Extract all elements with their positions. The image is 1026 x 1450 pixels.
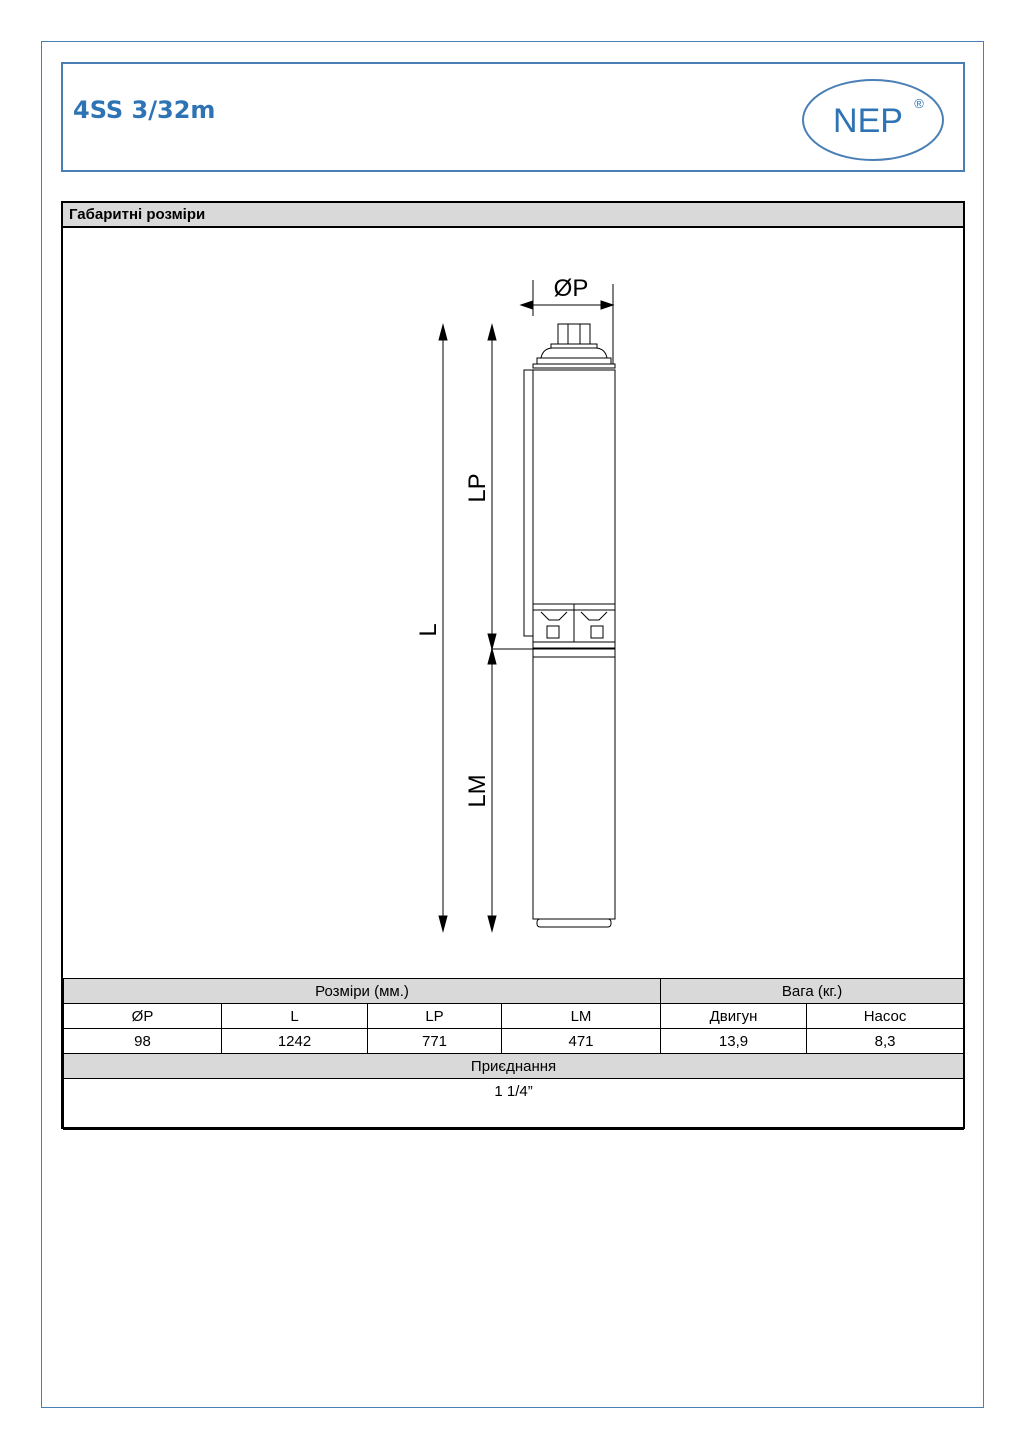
motor-length-arrow-top [488,649,496,664]
column-header: Насос [807,1004,964,1029]
section-title: Габаритні розміри [63,203,963,228]
motor-length-arrow-bottom [488,916,496,931]
pump-length-arrow-bottom [488,634,496,649]
column-header: LP [368,1004,502,1029]
table-group-row [64,979,964,1004]
total-length-label: L [415,623,442,637]
table-cell: 8,3 [807,1029,964,1054]
pump-drawing [63,228,963,978]
nep-logo [801,76,947,162]
pump-length-arrow-top [488,325,496,340]
table-cell: 471 [502,1029,661,1054]
pump-head [541,348,607,358]
motor-base [537,919,611,927]
connection-value-row [64,1079,964,1130]
diameter-label: ØP [553,275,589,302]
column-header: Двигун [661,1004,807,1029]
connection-value: 1 1/4” [64,1079,964,1130]
logo-registered-mark: ® [914,96,924,111]
weight-group-header: Вага (кг.) [661,979,964,1004]
dimensions-group-header: Розміри (мм.) [64,979,661,1004]
column-header: L [222,1004,368,1029]
header-box [61,62,965,172]
table-row [64,1029,964,1054]
table-cell: 98 [64,1029,222,1054]
cable-guard [524,370,533,636]
discharge-outlet [558,324,590,344]
connection-label: Приєднання [64,1054,964,1079]
column-header: ØP [64,1004,222,1029]
logo-text: NEP [833,102,903,140]
page-title: 4SS 3/32m [73,96,216,124]
specs-table [63,978,964,1130]
diameter-arrow-right [601,301,613,309]
dimensions-section [61,201,965,1129]
table-cell: 13,9 [661,1029,807,1054]
pump-body [533,370,615,606]
table-cell: 1242 [222,1029,368,1054]
motor-body [533,657,615,919]
motor-length-label: LM [464,774,491,808]
table-header-row [64,1004,964,1029]
table-cell: 771 [368,1029,502,1054]
pump-length-label: LP [464,473,491,503]
total-length-arrow-top [439,325,447,340]
column-header: LM [502,1004,661,1029]
total-length-arrow-bottom [439,916,447,931]
connection-header-row [64,1054,964,1079]
diameter-arrow-left [521,301,533,309]
